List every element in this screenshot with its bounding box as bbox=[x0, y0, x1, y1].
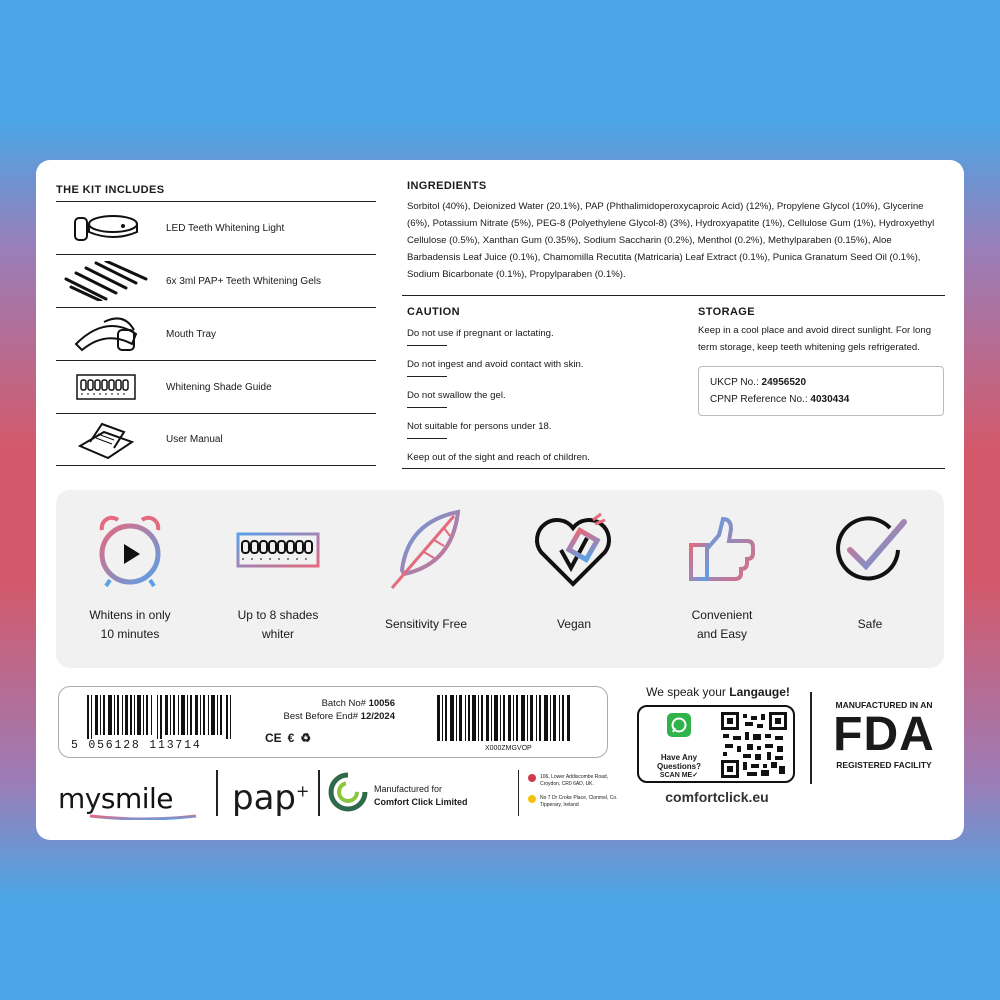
feature-item bbox=[796, 490, 944, 668]
pap-logo bbox=[232, 778, 309, 818]
fnsku-code: X000ZMGVOP bbox=[485, 745, 532, 752]
feature-item bbox=[56, 490, 204, 668]
feature-label: Safe bbox=[857, 617, 883, 631]
cpnp-label: CPNP Reference No.: bbox=[710, 394, 808, 405]
kit-item-label: Whitening Shade Guide bbox=[166, 381, 272, 393]
feature-item bbox=[648, 490, 796, 668]
kit-title: THE KIT INCLUDES bbox=[56, 184, 165, 196]
divider bbox=[318, 770, 320, 816]
registration-box bbox=[698, 366, 944, 416]
manufacturer-line1: Manufactured for bbox=[374, 784, 443, 794]
fnsku-barcode bbox=[437, 695, 571, 741]
divider bbox=[518, 770, 519, 816]
feature-item bbox=[204, 490, 352, 668]
caution-title: CAUTION bbox=[407, 306, 460, 318]
ukcp-label: UKCP No.: bbox=[710, 377, 759, 388]
caution-item: Do not use if pregnant or lactating. bbox=[407, 328, 554, 339]
feature-label: Vegan bbox=[556, 617, 592, 631]
uk-flag-icon bbox=[528, 774, 536, 782]
storage-section bbox=[698, 306, 944, 416]
kit-item bbox=[56, 413, 376, 466]
website-link[interactable]: comfortclick.eu bbox=[665, 789, 769, 805]
pap-logo-sup: + bbox=[296, 781, 310, 801]
qr-code-icon bbox=[721, 712, 787, 778]
feature-label-line2: and Easy bbox=[696, 627, 748, 641]
checkmark-icon bbox=[828, 508, 912, 592]
language-section bbox=[633, 685, 803, 805]
shade-guide-icon bbox=[56, 365, 156, 409]
storage-text: Keep in a cool place and avoid direct sunlight. For long term storage, keep teeth whitening gels refrigerated. bbox=[698, 325, 932, 353]
ukcp-value: 24956520 bbox=[761, 377, 807, 388]
storage-title: STORAGE bbox=[698, 306, 755, 318]
fda-bottom-text: REGISTERED FACILITY bbox=[836, 760, 932, 770]
fda-badge bbox=[824, 700, 944, 770]
addresses bbox=[528, 774, 628, 816]
address-ie bbox=[528, 795, 628, 808]
package-label-card bbox=[36, 160, 964, 840]
feature-label bbox=[657, 606, 787, 644]
kit-item-label: 6x 3ml PAP+ Teeth Whitening Gels bbox=[166, 275, 321, 287]
ce-mark-icon: CE bbox=[265, 731, 282, 745]
ean-number: 5 056128 113714 bbox=[71, 739, 202, 752]
fda-logo-text: FDA bbox=[833, 708, 935, 761]
caution-item: Not suitable for persons under 18. bbox=[407, 407, 655, 438]
smile-swoosh-icon bbox=[88, 814, 198, 820]
comfort-click-logo-icon bbox=[328, 772, 368, 812]
eu-flag-icon bbox=[528, 795, 536, 803]
bbe-value: 12/2024 bbox=[360, 711, 395, 722]
feature-label-line2: whiter bbox=[261, 627, 294, 641]
feature-label bbox=[213, 606, 343, 644]
qr-box[interactable] bbox=[637, 705, 795, 783]
certification-marks bbox=[265, 731, 311, 745]
recycle-icon: ♻ bbox=[300, 731, 312, 745]
vegan-heart-icon bbox=[532, 508, 616, 592]
features-panel bbox=[56, 490, 944, 668]
address-uk bbox=[528, 774, 628, 787]
thumbs-up-icon bbox=[680, 508, 764, 592]
euro-mark-icon: € bbox=[287, 731, 295, 745]
whatsapp-icon bbox=[667, 713, 691, 737]
language-title-pre: We speak your bbox=[646, 685, 726, 699]
feature-label-line1: Whitens in only bbox=[89, 608, 171, 622]
mysmile-logo-a: my bbox=[58, 782, 101, 815]
batch-info bbox=[245, 697, 395, 723]
kit-item bbox=[56, 360, 376, 413]
qr-scan-label: SCAN ME✓ bbox=[659, 772, 699, 779]
shade-scale-icon bbox=[236, 508, 320, 592]
caution-section bbox=[407, 306, 655, 469]
language-title bbox=[633, 685, 803, 699]
feature-item bbox=[352, 490, 500, 668]
kit-item-label: User Manual bbox=[166, 434, 223, 445]
bbe-label: Best Before End# bbox=[283, 711, 359, 722]
feature-label-line2: 10 minutes bbox=[100, 627, 160, 641]
address-uk-text: 106, Lower Addiscombe Road, Croydon, CR0 6AD, UK. bbox=[540, 774, 609, 787]
cpnp-value: 4030434 bbox=[810, 394, 850, 405]
kit-item-label: LED Teeth Whitening Light bbox=[166, 222, 285, 234]
batch-label: Batch No# bbox=[321, 698, 366, 709]
kit-item bbox=[56, 307, 376, 360]
brand-row bbox=[58, 768, 618, 824]
address-ie-text: No 7 Dr Croke Place, Clonmel, Co. Tipperary, Ireland bbox=[540, 795, 618, 808]
feature-label bbox=[65, 606, 195, 644]
barcode-box bbox=[58, 686, 608, 758]
stopwatch-icon bbox=[88, 508, 172, 592]
ean-barcode bbox=[87, 695, 237, 739]
pap-logo-text: pap bbox=[232, 778, 296, 818]
manufacturer-info bbox=[374, 783, 468, 809]
batch-value: 10056 bbox=[368, 698, 395, 709]
feature-label-line1: Convenient bbox=[691, 608, 753, 622]
gel-syringes-icon bbox=[56, 259, 156, 303]
kit-includes-section bbox=[56, 184, 376, 466]
divider bbox=[216, 770, 218, 816]
fda-top-text: MANUFACTURED IN AN bbox=[835, 700, 933, 710]
feather-icon bbox=[384, 508, 468, 592]
language-title-bold: Langauge! bbox=[729, 685, 790, 699]
feature-label-line1: Up to 8 shades bbox=[237, 608, 319, 622]
mouth-tray-icon bbox=[56, 312, 156, 356]
ingredients-text: Sorbitol (40%), Deionized Water (20.1%), PAP (Phthalimidoperoxycaproic Acid) (12%), Propylene Glycol (10%), Glycerine (6%), Potassium Nitrate (5%), PEG-8 (Polyethylene Glycol-8) (3%), Hydroxyapatite (1%), Cellulose Gum (1%), Hydroxyethyl Cellulose (0.5%), Xanthan Gum (0.35%), Sodium Saccharin (0.2%), Menthol (0.2%), Methylparaben (0.15%), Aloe Barbadensis Leaf Juice (0.1%), Chamomilla Recutita (Matricaria) Leaf Extract (0.1%), Punica Granatum Seed Oil (0.1%), Sodium Bicarbonate (0.1%), Propylparaben (0.1%). bbox=[407, 201, 935, 280]
feature-item bbox=[500, 490, 648, 668]
user-manual-icon bbox=[56, 418, 156, 462]
manufacturer-line2: Comfort Click Limited bbox=[374, 797, 468, 807]
feature-label: Sensitivity Free bbox=[384, 617, 468, 631]
caution-item: Do not swallow the gel. bbox=[407, 376, 655, 407]
mysmile-logo-b: smile bbox=[100, 782, 174, 815]
divider bbox=[402, 468, 945, 469]
led-light-icon bbox=[56, 206, 156, 250]
kit-item-label: Mouth Tray bbox=[166, 328, 217, 340]
kit-item bbox=[56, 254, 376, 307]
caution-item: Do not ingest and avoid contact with skin. bbox=[407, 345, 655, 376]
qr-question: Have Any Questions? bbox=[656, 753, 701, 771]
divider bbox=[810, 692, 812, 784]
ingredients-title: INGREDIENTS bbox=[407, 180, 487, 192]
kit-item bbox=[56, 201, 376, 254]
divider bbox=[402, 295, 945, 296]
caution-item: Keep out of the sight and reach of children. bbox=[407, 438, 655, 469]
mysmile-logo bbox=[58, 782, 173, 815]
ingredients-section bbox=[407, 180, 945, 283]
